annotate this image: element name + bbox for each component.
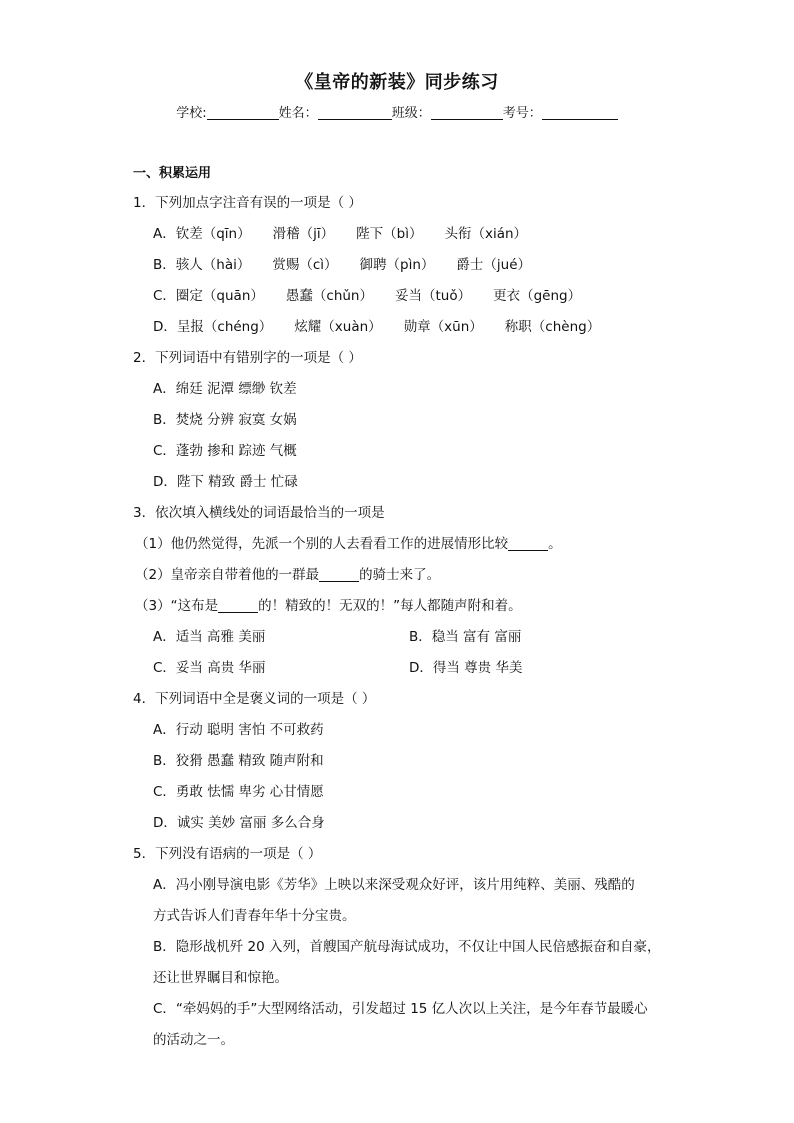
exam-no-blank <box>542 105 618 120</box>
question-2-option-b: B．焚烧 分辨 寂寞 女娲 <box>153 412 297 428</box>
question-2-option-c: C．蓬勃 掺和 踪迹 气概 <box>153 443 297 459</box>
option-item: A．钦差（qīn） <box>153 226 251 242</box>
class-blank <box>431 105 503 120</box>
option-item: 妥当（tuǒ） <box>394 288 472 304</box>
question-2-option-d: D．陛下 精致 爵士 忙碌 <box>153 474 298 490</box>
question-5-option-a-line-2: 方式告诉人们青春年华十分宝贵。 <box>153 908 356 924</box>
sentence-text: 。 <box>548 536 562 552</box>
option-item: 炫耀（xuàn） <box>294 319 382 335</box>
option-item: 勋章（xūn） <box>403 319 483 335</box>
sentence-text: 的！精致的！无双的！”每人都随声附和着。 <box>258 598 522 614</box>
question-3-options-cd <box>133 653 673 684</box>
question-3-option-b: B．稳当 富有 富丽 <box>409 629 522 645</box>
question-5-option-c-line-2: 的活动之一。 <box>153 1032 234 1048</box>
sentence-text: （2）皇帝亲自带着他的一群最 <box>135 567 320 583</box>
section-heading: 一、积累运用 <box>133 166 212 181</box>
question-3-sentence-2 <box>133 560 673 591</box>
school-blank <box>207 105 279 120</box>
option-item: 御聘（pìn） <box>359 257 435 273</box>
question-1-option-b <box>133 250 673 281</box>
question-4-option-b: B．狡猾 愚蠢 精致 随声附和 <box>153 753 324 769</box>
option-item: B．骇人（hài） <box>153 257 251 273</box>
question-5-option-a-line-1: A．冯小刚导演电影《芳华》上映以来深受观众好评，该片用纯粹、美丽、残酷的 <box>153 877 635 893</box>
question-4-stem: 4．下列词语中全是褒义词的一项是（ ） <box>133 691 376 707</box>
question-5-option-b-line-1: B．隐形战机歼 20 入列，首艘国产航母海试成功，不仅让中国人民倍感振奋和自豪， <box>153 939 661 955</box>
question-4-option-c: C．勇敢 怯懦 卑劣 心甘情愿 <box>153 784 324 800</box>
question-3-option-c: C．妥当 高贵 华丽 <box>153 660 266 676</box>
option-item: 滑稽（jī） <box>272 226 335 242</box>
fill-blank <box>508 536 548 551</box>
fill-blank <box>218 598 258 613</box>
option-item: 爵士（jué） <box>456 257 532 273</box>
option-item: 愚蠢（chǔn） <box>285 288 373 304</box>
option-item: 更衣（gēng） <box>493 288 582 304</box>
question-3-sentence-3 <box>133 591 673 622</box>
fill-blank <box>319 567 359 582</box>
class-label: 班级： <box>391 106 431 121</box>
question-3-option-d: D．得当 尊贵 华美 <box>409 660 523 676</box>
question-1-option-a <box>133 219 673 250</box>
page-title: 《皇帝的新装》同步练习 <box>295 72 499 93</box>
question-5-option-c-line-1: C．“牵妈妈的手”大型网络活动，引发超过 15 亿人次以上关注，是今年春节最暖心 <box>153 1001 648 1017</box>
question-1-option-d <box>133 312 673 343</box>
name-blank <box>318 105 392 120</box>
question-3-option-a: A．适当 高雅 美丽 <box>153 629 266 645</box>
student-info-line <box>0 102 794 121</box>
questions <box>133 160 673 1056</box>
question-2-option-a: A．绵廷 泥潭 缥缈 钦差 <box>153 381 297 397</box>
question-3-options-ab <box>133 622 673 653</box>
option-item: 称职（chèng） <box>504 319 601 335</box>
sentence-text: 的骑士来了。 <box>359 567 441 583</box>
question-3-sentence-1 <box>133 529 673 560</box>
question-1-stem: 1．下列加点字注音有误的一项是（ ） <box>133 195 362 211</box>
option-item: 赏赐（cì） <box>272 257 338 273</box>
question-1-option-c <box>133 281 673 312</box>
option-item: D．呈报（chéng） <box>153 319 273 335</box>
name-label: 姓名： <box>278 106 318 121</box>
sentence-text: （3）“这布是 <box>135 598 219 614</box>
option-item: 陛下（bì） <box>356 226 423 242</box>
question-4-option-d: D．诚实 美妙 富丽 多么合身 <box>153 815 325 831</box>
question-2-stem: 2．下列词语中有错别字的一项是（ ） <box>133 350 362 366</box>
question-5-option-b-line-2: 还让世界瞩目和惊艳。 <box>153 970 288 986</box>
exam-no-label: 考号： <box>502 106 542 121</box>
question-4-option-a: A．行动 聪明 害怕 不可救药 <box>153 722 324 738</box>
option-item: C．圈定（quān） <box>153 288 264 304</box>
option-item: 头衔（xián） <box>444 226 528 242</box>
question-3-stem: 3．依次填入横线处的词语最恰当的一项是 <box>133 505 385 521</box>
question-5-stem: 5．下列没有语病的一项是（ ） <box>133 846 322 862</box>
school-label: 学校: <box>176 106 207 121</box>
sentence-text: （1）他仍然觉得，先派一个别的人去看看工作的进展情形比较 <box>135 536 509 552</box>
